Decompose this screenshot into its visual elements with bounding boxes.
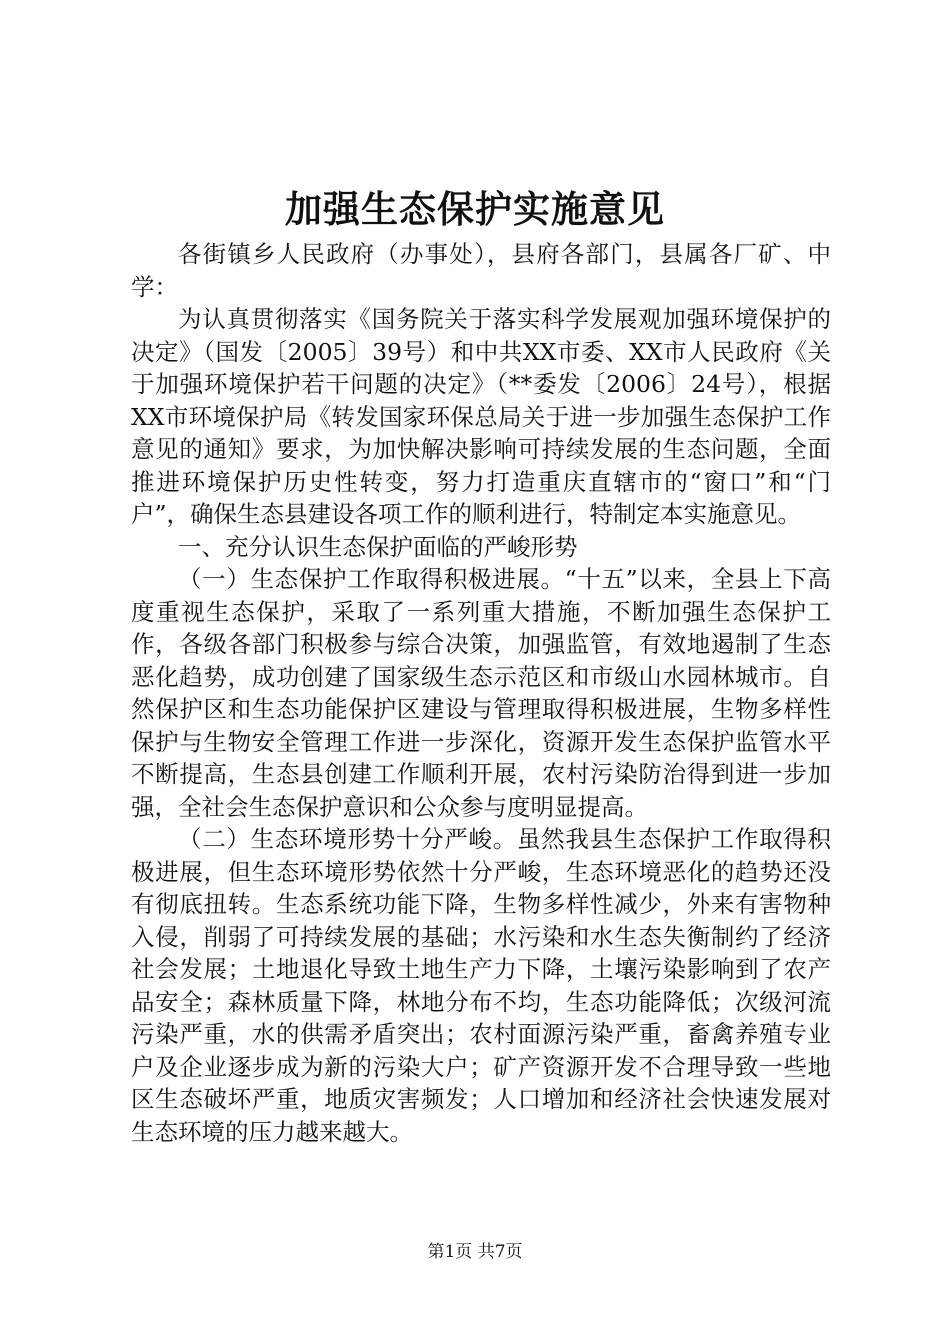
document-body (131, 238, 831, 1148)
document-title: 加强生态保护实施意见 (285, 187, 665, 231)
intro-paragraph: 为认真贯彻落实《国务院关于落实科学发展观加强环境保护的决定》（国发〔2005〕39号）和中共XX市委、XX市人民政府《关于加强环境保护若干问题的决定》（**委发〔2006〕24号），根据XX市环境保护局《转发国家环保总局关于进一步加强生态保护工作意见的通知》要求，为加快解决影响可持续发展的生态问题，全面推进环境保护历史性转变，努力打造重庆直辖市的“窗口”和“门户”，确保生态县建设各项工作的顺利进行，特制定本实施意见。 (131, 305, 831, 528)
body-paragraph: （一）生态保护工作取得积极进展。“十五”以来，全县上下高度重视生态保护，采取了一系列重大措施，不断加强生态保护工作，各级各部门积极参与综合决策，加强监管，有效地遏制了生态恶化趋势，成功创建了国家级生态示范区和市级山水园林城市。自然保护区和生态功能保护区建设与管理取得积极进展，生物多样性保护与生物安全管理工作进一步深化，资源开发生态保护监管水平不断提高，生态县创建工作顺利开展，农村污染防治得到进一步加强，全社会生态保护意识和公众参与度明显提高。 (131, 565, 831, 821)
section-heading: 一、充分认识生态保护面临的严峻形势 (178, 532, 578, 561)
salutation-paragraph: 各街镇乡人民政府（办事处），县府各部门，县属各厂矿、中学： (131, 240, 831, 301)
page-footer: 第1页 共7页 (427, 1242, 523, 1262)
body-paragraph: （二）生态环境形势十分严峻。虽然我县生态保护工作取得积极进展，但生态环境形势依然十分严峻，生态环境恶化的趋势还没有彻底扭转。生态系统功能下降，生物多样性减少，外来有害物种入侵，削弱了可持续发展的基础；水污染和水生态失衡制约了经济社会发展；土地退化导致土地生产力下降，土壤污染影响到了农产品安全；森林质量下降，林地分布不均，生态功能降低；次级河流污染严重，水的供需矛盾突出；农村面源污染严重，畜禽养殖专业户及企业逐步成为新的污染大户；矿产资源开发不合理导致一些地区生态破坏严重，地质灾害频发；人口增加和经济社会快速发展对生态环境的压力越来越大。 (131, 825, 831, 1146)
